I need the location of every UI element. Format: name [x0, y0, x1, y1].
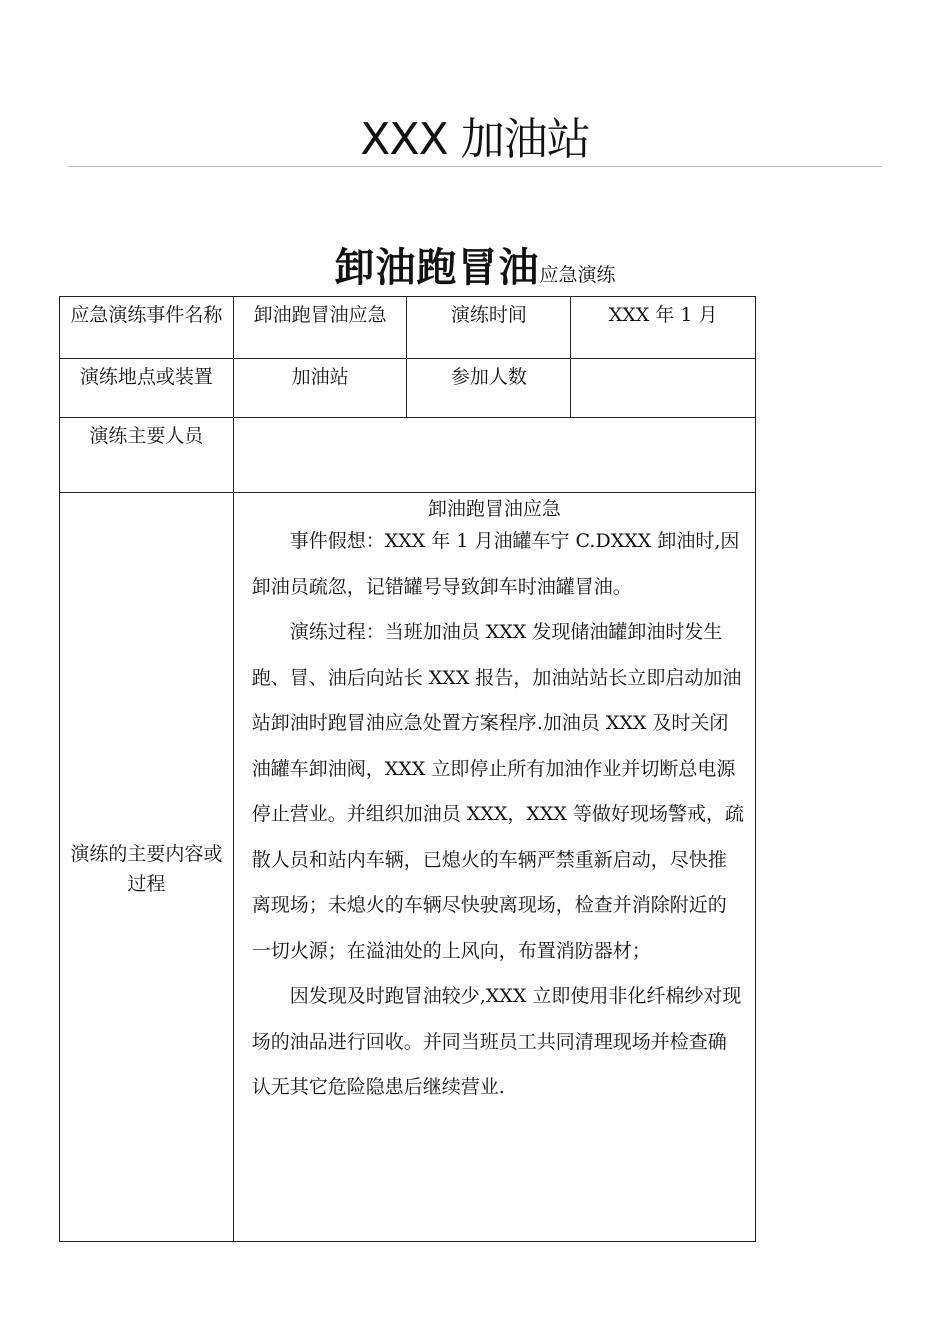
time-value: XXX 年 1 月 — [608, 304, 718, 326]
personnel-value — [234, 418, 755, 421]
paragraph-process: 演练过程：当班加油员 XXX 发现储油罐卸油时发生跑、冒、油后向站长 XXX 报告，加油站站长立即启动加油站卸油时跑冒油应急处置方案程序.加油员 XXX 及时关闭油罐车卸油阀，XXX 立即停止所有加油作业并切断总电源停止营业。并组织加油员 XXX，XXX 等做好现场警戒，疏散人员和站内车辆，已熄火的车辆严禁重新启动，尽快推离现场；未熄火的车辆尽快驶离现场，检查并消除附近的一切火源；在溢油处的上风向，布置消防器材； — [251, 621, 744, 962]
location-label: 演练地点或装置 — [79, 366, 213, 388]
location-label-cell — [60, 359, 234, 418]
header-title: XXX 加油站 — [360, 114, 590, 165]
event-name-label: 应急演练事件名称 — [70, 304, 223, 326]
table-row — [60, 493, 756, 1242]
participants-value — [571, 359, 755, 362]
personnel-value-cell — [233, 418, 755, 493]
event-name-label-cell — [60, 297, 234, 359]
participants-value-cell — [571, 359, 756, 418]
personnel-label-cell — [60, 418, 234, 493]
time-label: 演练时间 — [450, 304, 527, 326]
participants-label-cell — [407, 359, 571, 418]
paragraph-recovery: 因发现及时跑冒油较少,XXX 立即使用非化纤棉纱对现场的油品进行回收。并同当班员工共同清理现场并检查确认无其它危险隐患后继续营业. — [251, 985, 742, 1098]
document-title — [0, 236, 950, 293]
content-title: 卸油跑冒油应急 — [427, 498, 561, 520]
document-title-main: 卸油跑冒油 — [334, 245, 540, 291]
content-cell — [233, 493, 755, 1242]
personnel-label: 演练主要人员 — [89, 425, 204, 447]
event-name-value-cell — [233, 297, 407, 359]
drill-record-table — [59, 296, 756, 1242]
document-title-sub: 应急演练 — [539, 264, 616, 286]
table-row — [60, 297, 756, 359]
header-divider — [68, 166, 882, 167]
time-label-cell — [407, 297, 571, 359]
participants-label: 参加人数 — [450, 366, 527, 388]
table-row — [60, 359, 756, 418]
paragraph-scenario: 事件假想：XXX 年 1 月油罐车宁 C.DXXX 卸油时,因卸油员疏忽，记错罐号导致卸车时油罐冒油。 — [251, 530, 740, 598]
location-value: 加油站 — [291, 366, 349, 388]
event-name-value: 卸油跑冒油应急 — [253, 304, 387, 326]
table-row — [60, 418, 756, 493]
page-header — [0, 110, 950, 170]
content-label-cell — [60, 493, 234, 1242]
time-value-cell — [571, 297, 756, 359]
content-label: 演练的主要内容或过程 — [70, 842, 223, 895]
location-value-cell — [233, 359, 407, 418]
